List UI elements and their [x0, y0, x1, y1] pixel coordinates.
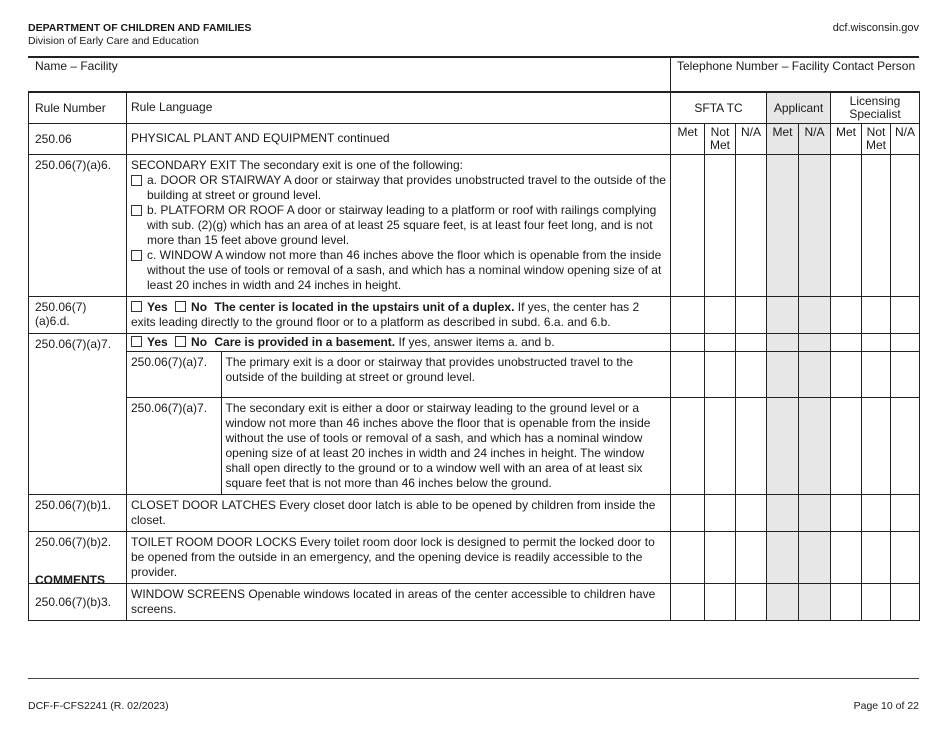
- rule-language: [127, 333, 671, 351]
- option-c-text: c. WINDOW A window not more than 46 inches above the floor which is openable from the inside without the use of tools or removal of a sash, and which has a nominal window opening size of at least 20 inches in width and 24 inches in height.: [147, 247, 662, 292]
- footer-divider: [28, 678, 919, 679]
- facility-name-row: [28, 57, 919, 91]
- yes-checkbox[interactable]: [131, 301, 142, 312]
- department-name: DEPARTMENT OF CHILDREN AND FAMILIES: [28, 22, 252, 34]
- website-link[interactable]: dcf.wisconsin.gov: [832, 22, 919, 34]
- no-checkbox[interactable]: [175, 301, 186, 312]
- table-row: [29, 583, 920, 620]
- table-row: [29, 397, 920, 494]
- sfta-na-header: N/A: [736, 123, 767, 154]
- yes-label: Yes: [147, 334, 168, 349]
- rule-language: [127, 296, 671, 333]
- rule-language: CLOSET DOOR LATCHES Every closet door latch is able to be opened by children from inside the closet.: [127, 494, 671, 531]
- division-name: Division of Early Care and Education: [28, 35, 200, 47]
- applicant-met-cell[interactable]: [767, 154, 799, 296]
- ls-na-header: N/A: [891, 123, 920, 154]
- question-text: The center is located in the upstairs unit of a duplex.: [214, 299, 515, 314]
- sfta-na-cell[interactable]: [736, 154, 767, 296]
- facility-name-field[interactable]: Name – Facility: [35, 59, 118, 73]
- licensing-specialist-header: Licensing Specialist: [831, 92, 920, 123]
- rule-language: [127, 154, 671, 296]
- option-a-checkbox[interactable]: [131, 175, 142, 186]
- form-number: DCF-F-CFS2241 (R. 02/2023): [28, 700, 169, 712]
- sfta-met-cell[interactable]: [671, 154, 705, 296]
- sfta-not-met-cell[interactable]: [705, 154, 736, 296]
- rule-number-header: Rule Number: [29, 92, 127, 123]
- applicant-met-header: Met: [767, 123, 799, 154]
- ls-met-header: Met: [831, 123, 862, 154]
- ls-met-cell[interactable]: [831, 154, 862, 296]
- ls-not-met-header: Not Met: [862, 123, 891, 154]
- applicant-na-header: N/A: [799, 123, 831, 154]
- yes-label: Yes: [147, 299, 168, 314]
- rule-language-header: Rule Language: [127, 92, 671, 123]
- section-title: PHYSICAL PLANT AND EQUIPMENT continued: [127, 123, 671, 154]
- option-c-checkbox[interactable]: [131, 250, 142, 261]
- sub-rule-number: 250.06(7)(a)7.: [127, 398, 221, 494]
- telephone-field[interactable]: Telephone Number – Facility Contact Person: [677, 59, 916, 73]
- ls-not-met-cell[interactable]: [862, 154, 891, 296]
- sub-rule-cell: [127, 351, 671, 397]
- applicant-na-cell[interactable]: [799, 154, 831, 296]
- sfta-tc-header: SFTA TC: [671, 92, 767, 123]
- option-b-checkbox[interactable]: [131, 205, 142, 216]
- yes-checkbox[interactable]: [131, 336, 142, 347]
- sub-rule-text: The primary exit is a door or stairway that provides unobstructed travel to the outside of the building at street or ground level.: [225, 354, 634, 384]
- table-row: [29, 296, 920, 333]
- rule-number: 250.06(7)(a)6.d.: [29, 296, 127, 333]
- sub-rule-text: The secondary exit is either a door or stairway leading to the ground level or a window not more than 46 inches above the floor that is openable from the inside without the use of tools or removal of a sash, and which has a nominal window opening size of at least 20 inches in width and 24 inches in height. The window shall open directly to the ground or to a window well with an area of at least six square feet that is not more than 46 inches below the ground.: [225, 400, 651, 490]
- page-header: [28, 22, 251, 48]
- applicant-header: Applicant: [767, 92, 831, 123]
- sfta-met-header: Met: [671, 123, 705, 154]
- option-a-text: a. DOOR OR STAIRWAY A door or stairway that provides unobstructed travel to the outside of the building at street or ground level.: [147, 172, 666, 202]
- rule-number: 250.06(7)(a)7.: [29, 333, 127, 494]
- table-row: [29, 351, 920, 397]
- question-detail: If yes, answer items a. and b.: [395, 334, 555, 349]
- ls-na-cell[interactable]: [891, 154, 920, 296]
- option-b-text: b. PLATFORM OR ROOF A door or stairway leading to a platform or roof with railings complying with sub. (2)(g) which has an area of at least 25 square feet, is at least four feet long, and is not more than 15 feet above ground level.: [147, 202, 657, 247]
- sfta-not-met-header: Not Met: [705, 123, 736, 154]
- sub-rule-number: 250.06(7)(a)7.: [127, 352, 221, 397]
- comments-label: COMMENTS: [35, 573, 105, 587]
- rule-number: 250.06(7)(b)3.: [29, 583, 127, 620]
- rules-table: [28, 91, 920, 621]
- rule-language: WINDOW SCREENS Openable windows located in areas of the center accessible to children have screens.: [127, 583, 671, 620]
- rule-number: 250.06(7)(b)1.: [29, 494, 127, 531]
- no-checkbox[interactable]: [175, 336, 186, 347]
- page-number: Page 10 of 22: [853, 700, 919, 712]
- no-label: No: [191, 334, 208, 349]
- rule-language: TOILET ROOM DOOR LOCKS Every toilet room door lock is designed to permit the locked door to be opened from the outside in an emergency, and the opening device is readily accessible to the provider.: [127, 531, 671, 583]
- question-detail: If yes, the center has 2 exits leading directly to the ground floor or to a platform as described in subd. 6.a. and 6.b.: [131, 299, 640, 329]
- sub-rule-cell: [127, 397, 671, 494]
- question-text: Care is provided in a basement.: [214, 334, 396, 349]
- rule-number: 250.06(7)(a)6.: [29, 154, 127, 296]
- no-label: No: [191, 299, 208, 314]
- rule-number: 250.06(7)(b)2.: [29, 531, 127, 583]
- table-row: [29, 531, 920, 583]
- table-row: [29, 494, 920, 531]
- table-row: [29, 333, 920, 351]
- section-number: 250.06: [29, 123, 127, 154]
- rule-intro: SECONDARY EXIT The secondary exit is one of the following:: [131, 157, 463, 172]
- table-row: [29, 154, 920, 296]
